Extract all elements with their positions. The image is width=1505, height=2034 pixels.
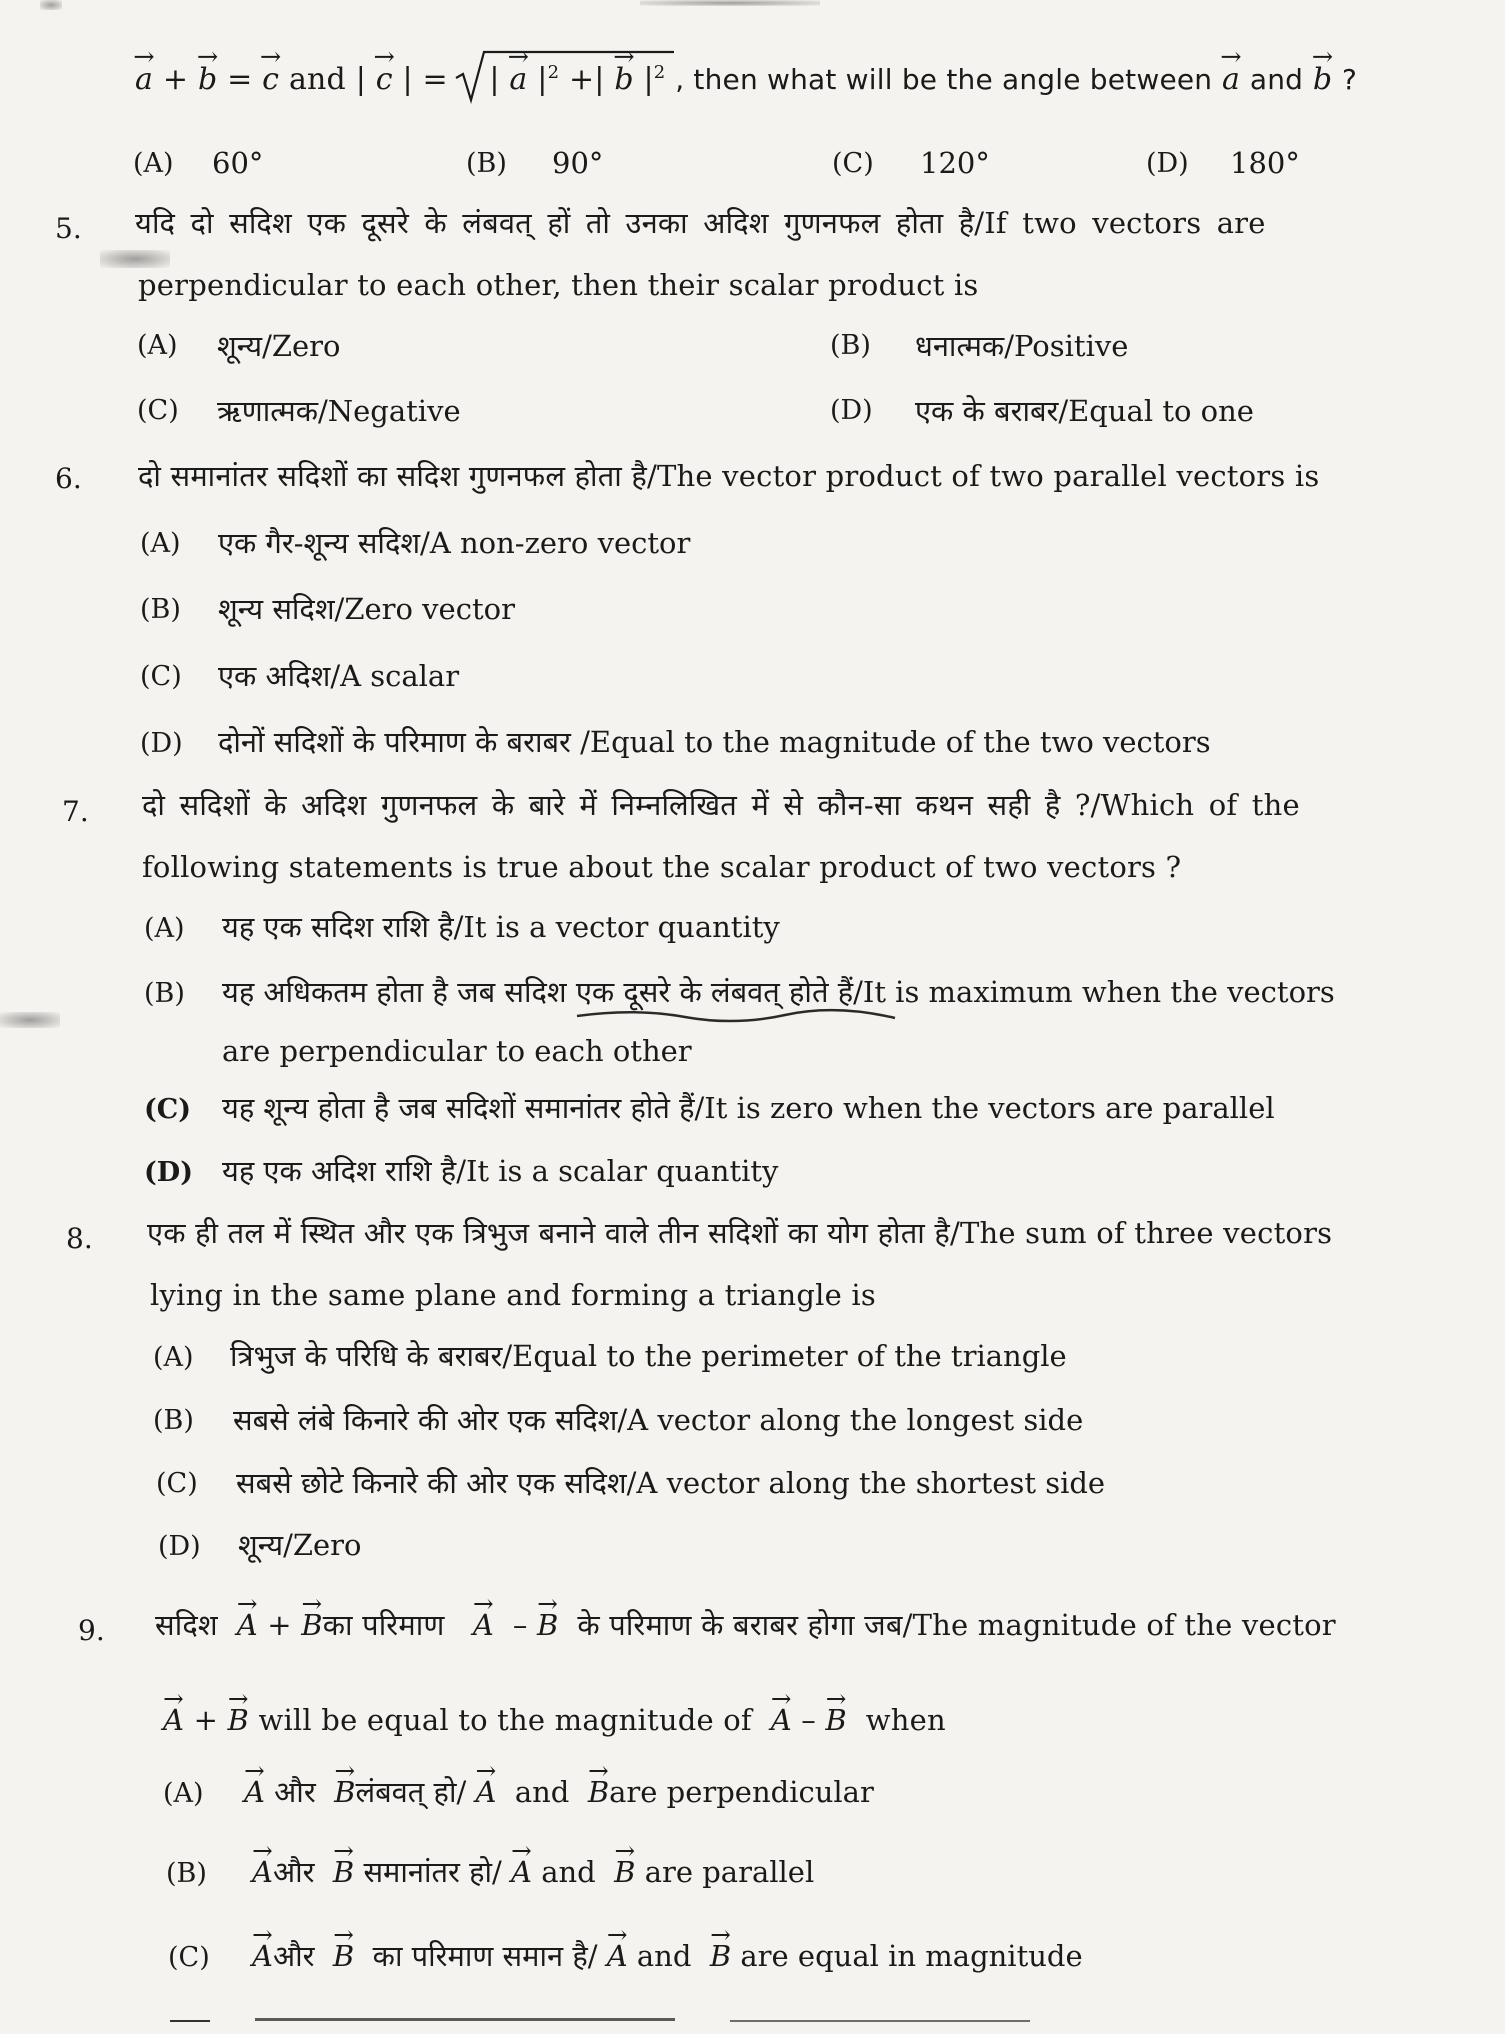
q6-option-d-text: दोनों सदिशों के परिमाण के बराबर /Equal to the magnitude of the two vectors: [218, 725, 1211, 759]
q8-question-line-2: lying in the same plane and forming a triangle is: [150, 1278, 876, 1312]
q5-question-line-1: यदि दो सदिश एक दूसरे के लंबवत् हों तो उनका अदिश गुणनफल होता है/If two vectors are: [135, 206, 1266, 240]
q7-option-c-text: यह शून्य होता है जब सदिशों समानांतर होते हैं/It is zero when the vectors are parallel: [222, 1091, 1275, 1125]
q6-option-b-text: शून्य सदिश/Zero vector: [218, 592, 515, 626]
q4-option-a-text: 60°: [212, 146, 264, 180]
q6-question-line-1: दो समानांतर सदिशों का सदिश गुणनफल होता है/The vector product of two parallel vectors is: [138, 459, 1320, 493]
vector-B-symbol: → B: [228, 1703, 250, 1737]
vector-A-symbol: → A: [771, 1703, 792, 1737]
q7-option-b-text: यह अधिकतम होता है जब सदिश एक दूसरे के लंबवत् होते हैं/It is maximum when the vectors: [222, 975, 1335, 1009]
cut-off-option-d: [170, 2016, 1170, 2034]
q5-option-b-letter: (B): [830, 330, 871, 361]
q7-option-b-letter: (B): [144, 978, 185, 1009]
q6-option-d-letter: (D): [140, 728, 183, 759]
q9-option-a-text: → A और → Bलंबवत् हो/ → A and → Bare perpendicular: [244, 1772, 874, 1811]
q9-option-b-text: → Aऔर → B समानांतर हो/ → A and → B are parallel: [252, 1852, 814, 1891]
q5-option-c-text: ऋणात्मक/Negative: [217, 394, 461, 428]
q8-option-b-letter: (B): [153, 1405, 194, 1436]
q4-option-d-letter: (D): [1146, 148, 1189, 179]
q4-and-text: and: [288, 62, 346, 97]
q9-option-c-text: → Aऔर → B का परिमाण समान है/ → A and → B are equal in magnitude: [252, 1936, 1083, 1975]
vector-B-symbol: → B: [825, 1703, 847, 1737]
q7-option-b-text-line-2: are perpendicular to each other: [222, 1034, 692, 1068]
q9-option-b-letter: (B): [166, 1858, 207, 1889]
q5-number: 5.: [55, 212, 82, 245]
vector-a-symbol: → a: [1222, 62, 1240, 97]
q7-option-a-text: यह एक सदिश राशि है/It is a vector quantity: [222, 910, 780, 944]
margin-smudge: [0, 1012, 60, 1028]
q7-option-d-text: यह एक अदिश राशि है/It is a scalar quantity: [222, 1154, 779, 1188]
vector-B-symbol: → B: [537, 1608, 559, 1642]
q8-question-line-1: एक ही तल में स्थित और एक त्रिभुज बनाने वाले तीन सदिशों का योग होता है/The sum of three vectors: [147, 1216, 1333, 1250]
q6-option-c-text: एक अदिश/A scalar: [218, 659, 460, 693]
q8-option-c-letter: (C): [156, 1468, 198, 1499]
q4-option-b-text: 90°: [552, 146, 604, 180]
top-edge-smudge: [40, 0, 62, 10]
pen-underline-mark: [575, 1006, 905, 1026]
vector-a-symbol: → a: [135, 62, 153, 97]
q9-option-a-letter: (A): [163, 1778, 204, 1809]
q5-option-d-text: एक के बराबर/Equal to one: [915, 394, 1254, 428]
margin-smudge: [100, 250, 170, 268]
q6-option-a-text: एक गैर-शून्य सदिश/A non-zero vector: [218, 526, 691, 560]
vector-A-symbol: → A: [237, 1608, 258, 1642]
q4-option-a-letter: (A): [133, 148, 174, 179]
q6-option-a-letter: (A): [140, 528, 181, 559]
q5-option-b-text: धनात्मक/Positive: [915, 329, 1129, 363]
q5-option-a-text: शून्य/Zero: [217, 329, 341, 363]
q4-question-text: , then what will be the angle between: [675, 63, 1213, 96]
q4-option-c-letter: (C): [832, 148, 874, 179]
vector-A-symbol: → A: [473, 1608, 494, 1642]
q6-number: 6.: [55, 462, 82, 495]
q5-option-d-letter: (D): [830, 395, 873, 426]
sqrt-expression: | → a $|^2$ +| → b $|^2$: [458, 62, 666, 97]
q8-option-a-letter: (A): [153, 1342, 194, 1373]
vector-B-symbol: → B: [301, 1608, 323, 1642]
vector-A-symbol: → A: [163, 1703, 184, 1737]
q8-option-c-text: सबसे छोटे किनारे की ओर एक सदिश/A vector along the shortest side: [236, 1466, 1106, 1500]
q6-option-c-letter: (C): [140, 661, 182, 692]
q8-option-d-text: शून्य/Zero: [238, 1528, 362, 1562]
vector-b-symbol: → b: [1313, 62, 1332, 97]
q8-number: 8.: [66, 1222, 93, 1255]
q6-option-b-letter: (B): [140, 594, 181, 625]
q8-option-b-text: सबसे लंबे किनारे की ओर एक सदिश/A vector along the longest side: [233, 1403, 1084, 1437]
q7-option-a-letter: (A): [144, 913, 185, 944]
q8-option-a-text: त्रिभुज के परिधि के बराबर/Equal to the perimeter of the triangle: [230, 1339, 1067, 1373]
q7-question-line-2: following statements is true about the scalar product of two vectors ?: [142, 850, 1182, 884]
q7-number: 7.: [62, 795, 89, 828]
q9-option-c-letter: (C): [168, 1942, 210, 1973]
q4-option-d-text: 180°: [1230, 146, 1300, 180]
q7-option-c-letter: (C): [144, 1094, 192, 1125]
q8-option-d-letter: (D): [158, 1531, 201, 1562]
q9-question-line-1: सदिश → A + → Bका परिमाण → A – → B के परिमाण के बराबर होगा जब/The magnitude of the vector: [155, 1605, 1336, 1644]
vector-b-symbol: → b: [198, 62, 217, 97]
q5-option-a-letter: (A): [137, 330, 178, 361]
q5-question-line-2: perpendicular to each other, then their scalar product is: [138, 268, 979, 302]
q7-question-line-1: दो सदिशों के अदिश गुणनफल के बारे में निम्नलिखित में से कौन-सा कथन सही है ?/Which of the: [142, 788, 1300, 822]
vector-c-symbol: → c: [262, 62, 279, 97]
vector-c-symbol: → c: [376, 62, 393, 97]
q5-option-c-letter: (C): [137, 395, 179, 426]
q9-question-line-2: → A + → B will be equal to the magnitude of → A – → B when: [163, 1703, 946, 1737]
q4-condition-line: → a + → b = → c and | → c | = | → a $|^2$ +| → b $|^2$ , then what will be the angle between → a and → b ?: [135, 62, 1357, 97]
top-edge-smudge: [640, 0, 820, 6]
q9-number: 9.: [78, 1614, 105, 1647]
q4-option-b-letter: (B): [466, 148, 507, 179]
q4-option-c-text: 120°: [920, 146, 990, 180]
q7-option-d-letter: (D): [144, 1157, 193, 1188]
